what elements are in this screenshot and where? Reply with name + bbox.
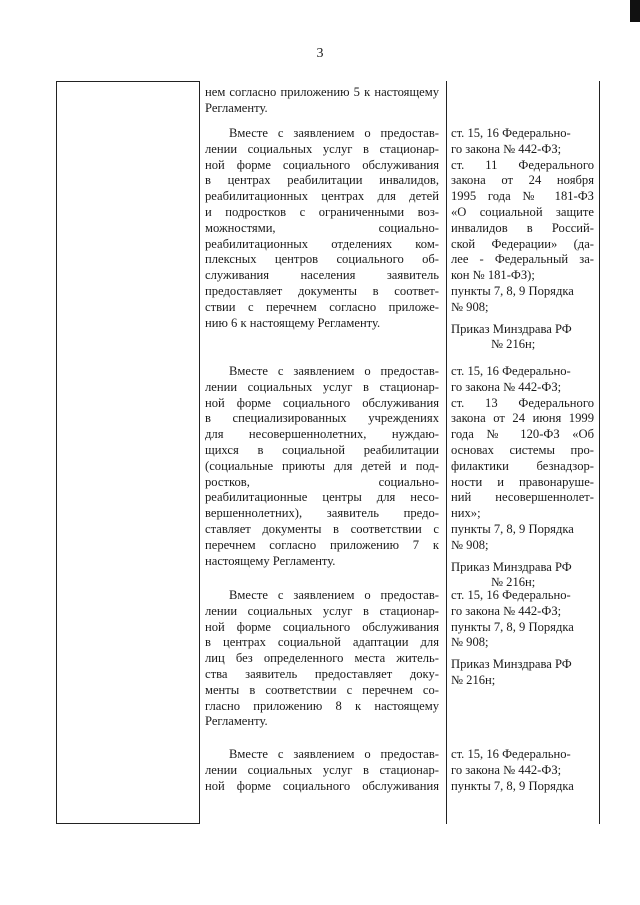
row-3-procedure-text [205,588,439,730]
ref-line: № 908; [451,299,489,314]
text-line: нию 6 к настоящему Регламенту. [205,315,381,330]
ref-line: них»; [451,506,481,521]
text-line: лении социальных услуг в стационар- [205,141,439,156]
ref-line: «О социальной защите [451,204,594,219]
text-line: менты в соответствии с перечнем со- [205,682,439,697]
text-line: в центрах реабилитации инвалидов, [205,173,439,188]
row-2-procedure-text [205,364,439,569]
ref-line: ст. 15, 16 Федерально- [451,126,571,140]
ref-line: филактики безнадзор- [451,458,594,473]
text-line: ной форме социального обслуживания [205,619,439,634]
scan-corner-mark [630,0,640,22]
table-border-right [599,81,600,824]
ref-line: ст. 13 Федерального [451,395,594,410]
ref-line: го закона № 442-ФЗ; [451,141,562,156]
text-line: реабилитационных центрах для детей [205,189,439,204]
text-line: лении социальных услуг в стационар- [205,762,439,777]
ref-line: го закона № 442-ФЗ; [451,603,562,618]
text-line: в центрах социальной адаптации для [205,635,439,650]
page-number: 3 [316,46,324,61]
text-line: в специализированных учреждениях [205,411,439,426]
ref-line: закона от 24 июня 1999 [451,411,594,426]
text-line: Вместе с заявлением о предостав- [229,747,439,761]
text-line: можностями, социально- [205,220,439,235]
ref-line: го закона № 442-ФЗ; [451,762,562,777]
text-line: реабилитационных отделениях ком- [205,236,439,251]
text-line: ставляет документы в соответствии с [205,521,439,536]
text-line: Вместе с заявлением о предостав- [229,364,439,378]
row-1-legal-references [451,126,594,353]
text-line: и подростков с ограниченными воз- [205,204,439,219]
ref-line: № 216н; [451,672,496,687]
row-4-procedure-text [205,747,439,794]
first-column-top-border [56,81,199,82]
column-divider-2 [446,81,447,824]
text-line: для несовершеннолетних, нуждаю- [205,427,439,442]
text-line: ной форме социального обслуживания [205,778,439,793]
text-line: ства заявитель предоставляет доку- [205,666,439,681]
table-border-left [56,81,57,824]
text-line: служивания населения заявитель [205,268,439,283]
row-3-legal-references [451,588,594,689]
text-line: лиц без определенного места житель- [205,651,439,666]
text-line: Вместе с заявлением о предостав- [229,588,439,602]
ref-line: Приказ Минздрава РФ [451,657,572,672]
text-line: гласно приложению 8 к настоящему [205,698,439,713]
row-2-legal-references [451,364,594,591]
row-0-paragraph: нем согласно приложению 5 к настоящему Регламенту. [205,85,439,115]
text-line: лении социальных услуг в стационар- [205,603,439,618]
ref-line: ст. 15, 16 Федерально- [451,364,571,378]
ref-line: ст. 15, 16 Федерально- [451,588,571,602]
regulation-table [56,81,599,824]
ref-line: ности и правонаруше- [451,474,594,489]
row-1-procedure-text [205,126,439,331]
ref-line: ст. 11 Федерального [451,157,594,172]
text-line: Регламенту. [205,714,268,729]
text-line: щихся в социальной реабилитации [205,442,439,457]
ref-line: пункты 7, 8, 9 Порядка [451,778,574,793]
ref-line: ний несовершеннолет- [451,490,594,505]
text-line: Вместе с заявлением о предостав- [229,126,439,140]
ref-line: ст. 15, 16 Федерально- [451,747,571,761]
ref-line: пункты 7, 8, 9 Порядка [451,283,574,298]
text-line: предоставляет документы в соответ- [205,283,439,298]
ref-line: года № 120-ФЗ «Об [451,427,594,442]
text-line: вершеннолетних), заявитель предо- [205,506,439,521]
column-divider-1 [199,81,200,824]
text-line: (социальные приюты для детей и под- [205,458,439,473]
first-column-bottom-border [56,823,199,824]
ref-line: кон № 181-ФЗ); [451,268,535,283]
text-line: настоящему Регламенту. [205,553,336,568]
ref-line: № 216н; [491,337,536,352]
ref-line: № 908; [451,635,489,650]
row-4-legal-references [451,747,594,794]
ref-line: пункты 7, 8, 9 Порядка [451,619,574,634]
text-line: ростков, социально- [205,474,439,489]
text-line: перечнем согласно приложению 7 к [205,537,439,552]
ref-line: ской Федерации» (да- [451,236,594,251]
ref-line: го закона № 442-ФЗ; [451,379,562,394]
text-line: ной форме социального обслуживания [205,157,439,172]
text-line: плексных центров социального об- [205,252,439,267]
ref-line: Приказ Минздрава РФ [451,559,572,574]
ref-line: Приказ Минздрава РФ [451,321,572,336]
ref-line: инвалидов в Россий- [451,220,594,235]
ref-line: № 908; [451,537,489,552]
text-line: ствии с перечнем согласно приложе- [205,299,439,314]
ref-line: 1995 года № 181-ФЗ [451,189,594,204]
ref-line: лее - Федеральный за- [451,252,594,267]
ref-line: № 216н; [491,575,536,590]
text-line: лении социальных услуг в стационар- [205,379,439,394]
ref-line: закона от 24 ноября [451,173,594,188]
ref-line: основах системы про- [451,442,594,457]
text-line: ной форме социального обслуживания [205,395,439,410]
ref-line: пункты 7, 8, 9 Порядка [451,521,574,536]
text-line: реабилитационные центры для несо- [205,490,439,505]
row-0-procedure-text [205,85,439,117]
